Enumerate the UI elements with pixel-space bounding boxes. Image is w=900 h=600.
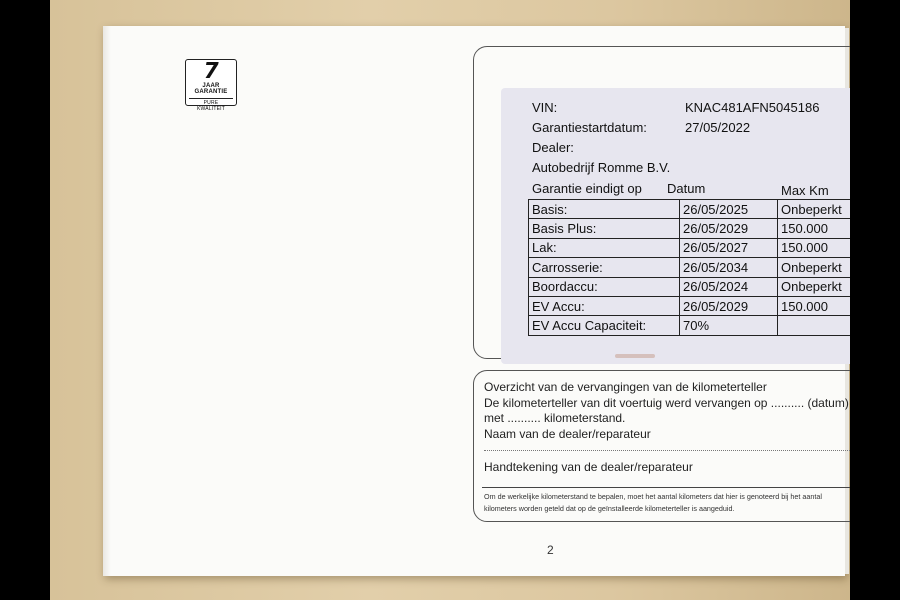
start-date-value: 27/05/2022 [685, 120, 751, 135]
table-row [529, 316, 851, 335]
note-line2: kilometers worden geteld dat op de geïnstalleerde kilometerteller is aangeduid. [484, 504, 735, 513]
odometer-line1: De kilometerteller van dit voertuig werd vervangen op .......... (datum) [484, 396, 849, 410]
vin-label: VIN: [532, 100, 558, 115]
row-km: 150.000 [778, 219, 851, 238]
warranty-sticker [501, 88, 850, 364]
row-km: 150.000 [778, 296, 851, 315]
row-date: 26/05/2025 [680, 200, 778, 219]
paper-stain [615, 354, 655, 358]
row-km: Onbeperkt [778, 258, 851, 277]
table-header-max-km: Max Km [781, 183, 829, 198]
table-row [529, 258, 851, 277]
logo-number: 7 [201, 59, 221, 84]
table-header-date: Datum [667, 181, 706, 196]
row-date: 26/05/2029 [680, 219, 778, 238]
odometer-line2: met .......... kilometerstand. [484, 411, 626, 425]
dealer-label: Dealer: [532, 140, 574, 155]
row-label: Boordaccu: [529, 277, 680, 296]
row-label: EV Accu: [529, 296, 680, 315]
table-row [529, 200, 851, 219]
row-km [778, 316, 851, 335]
row-km: 150.000 [778, 238, 851, 257]
vin-value: KNAC481AFN5045186 [685, 100, 820, 115]
warranty-booklet-page [103, 26, 849, 576]
row-km: Onbeperkt [778, 277, 851, 296]
dealer-value: Autobedrijf Romme B.V. [532, 160, 671, 175]
row-label: Basis Plus: [529, 219, 680, 238]
row-date: 26/05/2029 [680, 296, 778, 315]
warranty-logo [185, 59, 237, 112]
row-date: 26/05/2027 [680, 238, 778, 257]
note-line1: Om de werkelijke kilometerstand te bepalen, moet het aantal kilometers dat hier is genoteerd bij het aantal [484, 492, 822, 501]
divider [482, 487, 850, 488]
odometer-title: Overzicht van de vervangingen van de kilometerteller [484, 380, 767, 394]
table-row [529, 277, 851, 296]
row-date: 70% [680, 316, 778, 335]
row-label: Carrosserie: [529, 258, 680, 277]
row-label: EV Accu Capaciteit: [529, 316, 680, 335]
row-km: Onbeperkt [778, 200, 851, 219]
signature-label: Handtekening van de dealer/reparateur [484, 460, 693, 474]
logo-line2: PURE KWALITEIT [189, 98, 233, 112]
dotted-line [484, 450, 850, 452]
row-label: Lak: [529, 238, 680, 257]
start-date-label: Garantiestartdatum: [532, 120, 647, 135]
row-date: 26/05/2024 [680, 277, 778, 296]
table-header-ends: Garantie eindigt op [532, 181, 642, 196]
logo-line1: JAAR GARANTIE [194, 83, 228, 95]
table-row [529, 219, 851, 238]
page-number: 2 [547, 543, 554, 557]
table-row [529, 238, 851, 257]
row-label: Basis: [529, 200, 680, 219]
table-row [529, 296, 851, 315]
dealer-name-label: Naam van de dealer/reparateur [484, 427, 651, 441]
photo-background [50, 0, 850, 600]
warranty-table [528, 199, 850, 336]
row-date: 26/05/2034 [680, 258, 778, 277]
